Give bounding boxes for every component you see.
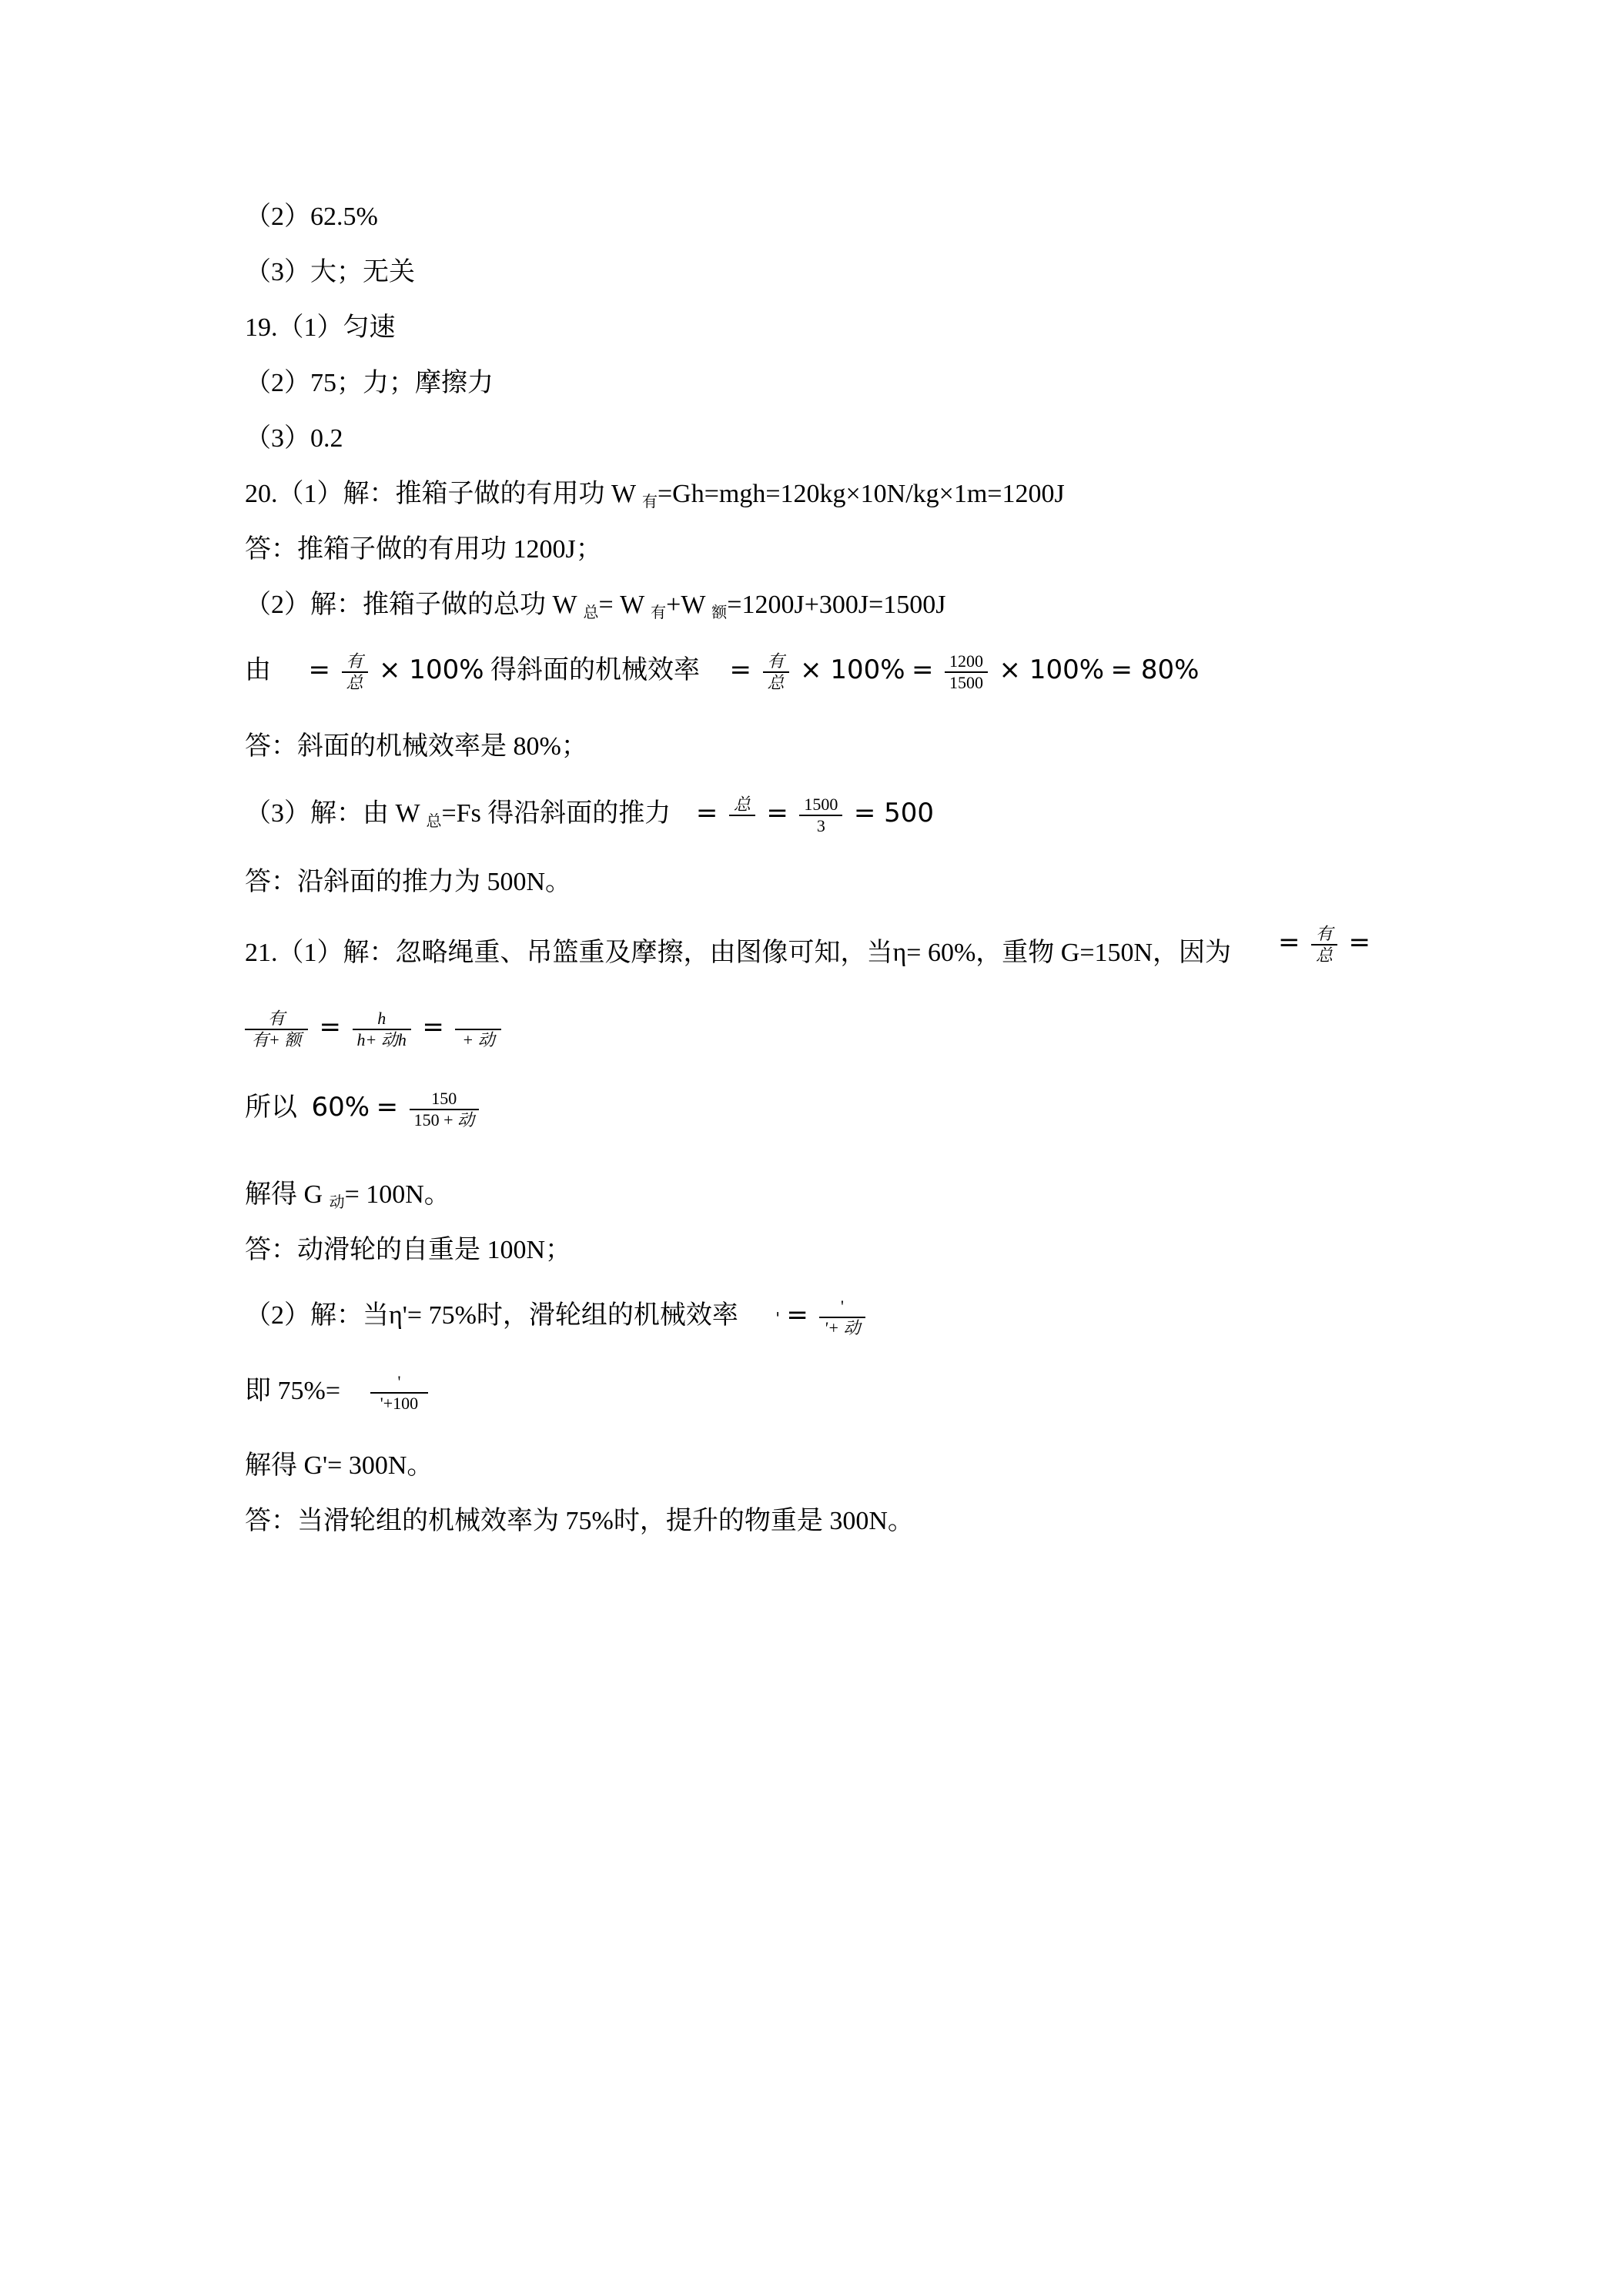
fraction <box>353 1009 411 1050</box>
text: （2）解：推箱子做的总功 W <box>245 591 584 619</box>
term: h+ <box>356 1030 377 1049</box>
numerator: 1200 <box>945 651 988 673</box>
result: = 500 <box>853 798 935 828</box>
text: 得斜面的机械效率 <box>490 656 701 684</box>
numerator: h <box>353 1009 411 1030</box>
subscript: 有 <box>641 494 658 510</box>
denominator <box>245 1030 308 1050</box>
equals: = <box>766 798 788 828</box>
fraction <box>729 795 755 836</box>
subscript: 总 <box>583 604 599 621</box>
answer-21-2-result: 解得 G'= 300N。 <box>245 1451 433 1480</box>
answer-21-2 <box>245 1294 870 1338</box>
equals: = <box>376 1092 399 1123</box>
answer-21-1-conclusion: 答：动滑轮的自重是 100N； <box>245 1236 572 1264</box>
equals: = <box>729 654 752 685</box>
term: +100 <box>383 1394 419 1414</box>
fraction <box>763 651 789 693</box>
fraction <box>819 1297 865 1338</box>
answer-21-1-result <box>245 1180 450 1218</box>
text: 即 75%= <box>245 1377 340 1405</box>
answer-19-1: 19.（1）匀速 <box>245 313 396 342</box>
times-100: × 100% <box>379 654 484 685</box>
equals: = <box>308 654 330 685</box>
subscript: 有 <box>651 604 667 621</box>
equals: = <box>695 798 718 828</box>
term: 动 <box>380 1030 398 1049</box>
numerator <box>455 1009 501 1030</box>
equals: = <box>1278 926 1300 958</box>
answer-20-1 <box>245 479 1065 517</box>
numerator: ' <box>819 1297 865 1318</box>
numerator: 有 <box>342 651 368 673</box>
numerator: 有 <box>245 1009 308 1030</box>
subscript: 额 <box>711 604 728 621</box>
text: = W <box>598 591 651 619</box>
numerator: 总 <box>729 795 755 816</box>
equals: = <box>319 1011 342 1043</box>
term: 额 <box>284 1030 302 1049</box>
term: 动 <box>477 1030 495 1049</box>
term: 150 + <box>413 1110 453 1130</box>
formula-75-percent <box>245 1369 433 1414</box>
text: =Gh=mgh=120kg×10N/kg×1m=1200J <box>657 480 1065 508</box>
text: 解得 G <box>245 1180 330 1209</box>
answer-20-2-conclusion: 答：斜面的机械效率是 80%； <box>245 732 587 761</box>
plus: + <box>462 1030 474 1049</box>
equals: = <box>422 1011 444 1043</box>
subscript: 总 <box>426 813 442 830</box>
prime: ' <box>824 1318 828 1338</box>
numerator: 150 <box>410 1089 479 1110</box>
fraction <box>245 1009 308 1050</box>
formula-efficiency <box>245 648 1199 693</box>
fraction <box>945 651 988 693</box>
prime: ' <box>775 1309 780 1327</box>
denominator <box>410 1110 479 1130</box>
text: =1200J+300J=1500J <box>727 591 946 619</box>
answer-20-3-conclusion: 答：沿斜面的推力为 500N。 <box>245 868 572 896</box>
times-100: × 100% <box>999 654 1105 685</box>
numerator: 1500 <box>799 795 842 816</box>
text: 20.（1）解：推箱子做的有用功 W <box>245 480 642 508</box>
denominator: 1500 <box>949 673 984 693</box>
numerator: 有 <box>763 651 789 673</box>
term: 动 <box>843 1318 861 1338</box>
term: 动 <box>457 1110 475 1130</box>
denominator <box>370 1394 429 1414</box>
plus: + <box>828 1318 839 1338</box>
denominator: 总 <box>1316 946 1334 965</box>
fraction <box>1311 924 1337 966</box>
answer-20-1-conclusion: 答：推箱子做的有用功 1200J； <box>245 535 602 564</box>
text: 所以 <box>245 1093 297 1122</box>
denominator: 总 <box>767 673 785 693</box>
fraction <box>410 1089 479 1130</box>
denominator: 3 <box>816 816 825 836</box>
denominator <box>455 1030 501 1050</box>
denominator <box>819 1318 865 1338</box>
value: 60% <box>311 1092 370 1123</box>
equals: = <box>786 1300 808 1330</box>
numerator: ' <box>370 1372 429 1394</box>
denominator <box>729 816 755 836</box>
term: h <box>397 1030 407 1049</box>
term: 有 <box>251 1030 269 1049</box>
text: = 100N。 <box>344 1180 450 1209</box>
plus: + <box>268 1030 280 1049</box>
text: +W <box>666 591 712 619</box>
times-100: × 100% <box>800 654 905 685</box>
fraction <box>370 1372 429 1414</box>
text: =Fs 得沿斜面的推力 <box>441 799 671 828</box>
fraction <box>342 651 368 693</box>
numerator: 有 <box>1311 924 1337 946</box>
equals: = <box>1348 926 1371 958</box>
answer-20-2 <box>245 590 946 628</box>
text: 由 <box>245 656 271 684</box>
result: = 80% <box>1110 654 1200 685</box>
denominator <box>353 1030 411 1050</box>
answer-21-1: 21.（1）解：忽略绳重、吊篮重及摩擦，由图像可知，当η= 60%，重物 G=150N，因为 <box>245 939 1232 967</box>
formula-derivation <box>245 1009 506 1050</box>
fraction <box>799 795 842 836</box>
answer-21-2-conclusion: 答：当滑轮组的机械效率为 75%时，提升的物重是 300N。 <box>245 1507 914 1535</box>
formula-60-percent <box>245 1086 484 1130</box>
answer-19-3: （3）0.2 <box>245 424 343 453</box>
answer-19-2: （2）75；力；摩擦力 <box>245 369 494 397</box>
answer-18-2: （2）62.5% <box>245 202 378 231</box>
answer-18-3: （3）大；无关 <box>245 258 415 286</box>
formula-eta <box>1278 924 1370 966</box>
text: （3）解：由 W <box>245 799 427 828</box>
subscript: 动 <box>329 1194 345 1211</box>
fraction <box>455 1009 501 1050</box>
equals: = <box>912 654 934 685</box>
answer-20-3 <box>245 792 934 836</box>
denominator: 总 <box>346 673 363 693</box>
text: （2）解：当η'= 75%时，滑轮组的机械效率 <box>245 1301 738 1330</box>
prime: ' <box>380 1394 383 1414</box>
